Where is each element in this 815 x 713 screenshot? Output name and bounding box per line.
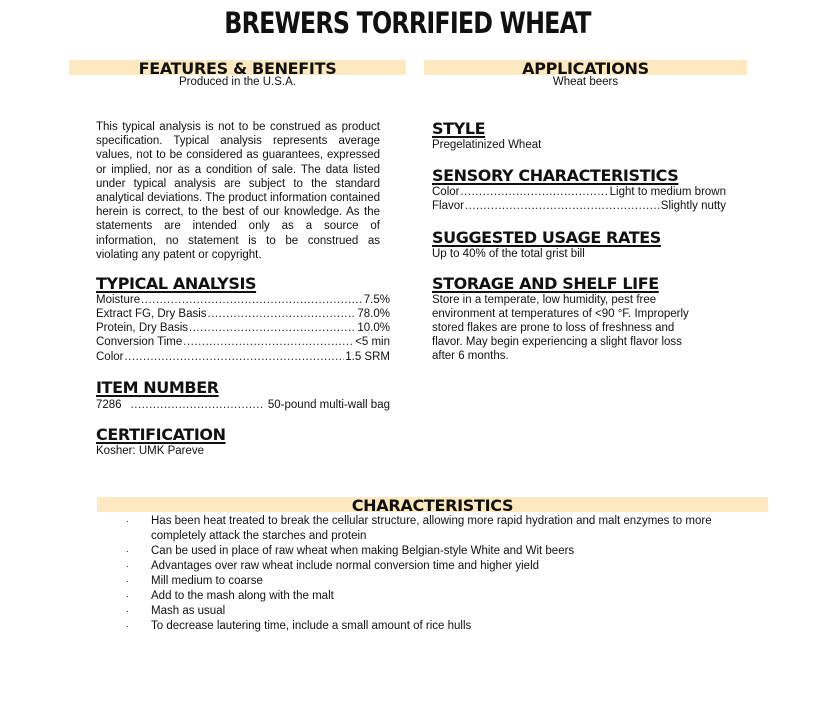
list-item-text: Advantages over raw wheat include normal conversion time and higher yield bbox=[151, 560, 540, 572]
style-heading: STYLE bbox=[432, 119, 486, 138]
list-item bbox=[112, 574, 762, 589]
usage-text: Up to 40% of the total grist bill bbox=[432, 248, 585, 260]
list-item-text: Add to the mash along with the malt bbox=[151, 590, 334, 602]
sensory-heading: SENSORY CHARACTERISTICS bbox=[432, 166, 679, 185]
bullet: · bbox=[126, 591, 129, 601]
sensory-value: Slightly nutty bbox=[660, 200, 726, 212]
disclaimer-text: This typical analysis is not to be construed as product specification. Typical analysis represents average values, not to be considered as guarantees, expressed or implied, nor as a condition of sale. The data listed under typical analysis are subject to the standard analytical deviations. The product information contained herein is correct, to the best of our knowledge. As the statements are intended only as a source of information, no statement is to be construed as violating any patent or copyright. bbox=[96, 121, 380, 261]
bullet: · bbox=[126, 561, 129, 571]
bullet: · bbox=[126, 606, 129, 616]
bullet: · bbox=[126, 621, 129, 631]
applications-subtitle: Wheat beers bbox=[552, 76, 619, 88]
certification-text: Kosher: UMK Pareve bbox=[96, 445, 205, 457]
list-item bbox=[112, 559, 762, 574]
analysis-value: 1.5 SRM bbox=[345, 351, 390, 363]
features-heading: FEATURES & BENEFITS bbox=[138, 59, 337, 78]
sensory-label: Flavor bbox=[432, 200, 464, 212]
list-item bbox=[112, 544, 762, 559]
features-subtitle: Produced in the U.S.A. bbox=[179, 76, 296, 88]
applications-heading: APPLICATIONS bbox=[522, 59, 649, 78]
analysis-label: Color bbox=[96, 351, 124, 363]
style-text: Pregelatinized Wheat bbox=[432, 139, 542, 151]
typical-analysis-heading: TYPICAL ANALYSIS bbox=[96, 274, 257, 293]
analysis-value: 7.5% bbox=[363, 294, 390, 306]
storage-line: flavor. May begin experiencing a slight flavor loss bbox=[432, 336, 682, 348]
item-description: 50-pound multi-wall bag bbox=[267, 399, 390, 411]
bullet: · bbox=[126, 546, 129, 556]
characteristics-band bbox=[97, 496, 768, 515]
leader-dots bbox=[460, 185, 608, 199]
characteristics-heading: CHARACTERISTICS bbox=[351, 496, 514, 515]
sensory-value: Light to medium brown bbox=[609, 186, 726, 198]
storage-line: Store in a temperate, low humidity, pest free bbox=[432, 294, 657, 306]
page-title: BREWERS TORRIFIED WHEAT bbox=[224, 6, 591, 40]
leader-dots bbox=[208, 307, 357, 321]
list-item bbox=[112, 619, 762, 634]
certification-heading: CERTIFICATION bbox=[96, 425, 226, 444]
list-item-text: Mill medium to coarse bbox=[151, 575, 263, 587]
sensory-row-color bbox=[432, 185, 726, 199]
bullet: · bbox=[126, 516, 129, 526]
analysis-label: Conversion Time bbox=[96, 336, 183, 348]
sensory-row-flavor bbox=[432, 199, 726, 213]
analysis-value: 10.0% bbox=[357, 322, 390, 334]
list-item-text: Has been heat treated to break the cellular structure, allowing more rapid hydration and malt enzymes to more completely attack the starches and protein bbox=[151, 515, 712, 542]
item-code: 7286 bbox=[96, 399, 122, 411]
applications-band bbox=[424, 59, 747, 78]
storage-line: environment at temperatures of <90 °F. Improperly bbox=[432, 308, 689, 320]
analysis-row-protein bbox=[96, 321, 390, 335]
analysis-label: Moisture bbox=[96, 294, 141, 306]
features-band bbox=[69, 59, 406, 78]
list-item-text: To decrease lautering time, include a small amount of rice hulls bbox=[151, 620, 472, 632]
analysis-value: 78.0% bbox=[357, 308, 390, 320]
characteristics-list bbox=[112, 514, 762, 634]
bullet: · bbox=[126, 576, 129, 586]
analysis-row-moisture bbox=[96, 293, 390, 307]
usage-heading: SUGGESTED USAGE RATES bbox=[432, 228, 661, 247]
item-number-row bbox=[96, 398, 390, 412]
leader-dots bbox=[141, 293, 363, 307]
analysis-row-extract bbox=[96, 307, 390, 321]
list-item-text: Can be used in place of raw wheat when making Belgian-style White and Wit beers bbox=[151, 545, 575, 557]
analysis-row-conversion bbox=[96, 335, 390, 349]
storage-heading: STORAGE AND SHELF LIFE bbox=[432, 274, 659, 293]
leader-dots bbox=[183, 335, 354, 349]
leader-dots bbox=[465, 199, 660, 213]
list-item bbox=[112, 514, 762, 544]
analysis-label: Protein, Dry Basis bbox=[96, 322, 189, 334]
analysis-row-color bbox=[96, 350, 390, 364]
leader-dots bbox=[131, 398, 264, 412]
list-item bbox=[112, 589, 762, 604]
analysis-label: Extract FG, Dry Basis bbox=[96, 308, 207, 320]
leader-dots bbox=[124, 350, 344, 364]
sensory-label: Color bbox=[432, 186, 460, 198]
analysis-value: <5 min bbox=[355, 336, 390, 348]
list-item bbox=[112, 604, 762, 619]
item-number-heading: ITEM NUMBER bbox=[96, 378, 219, 397]
leader-dots bbox=[189, 321, 356, 335]
list-item-text: Mash as usual bbox=[151, 605, 226, 617]
storage-line: stored flakes are prone to loss of freshness and bbox=[432, 322, 675, 334]
storage-line: after 6 months. bbox=[432, 350, 509, 362]
